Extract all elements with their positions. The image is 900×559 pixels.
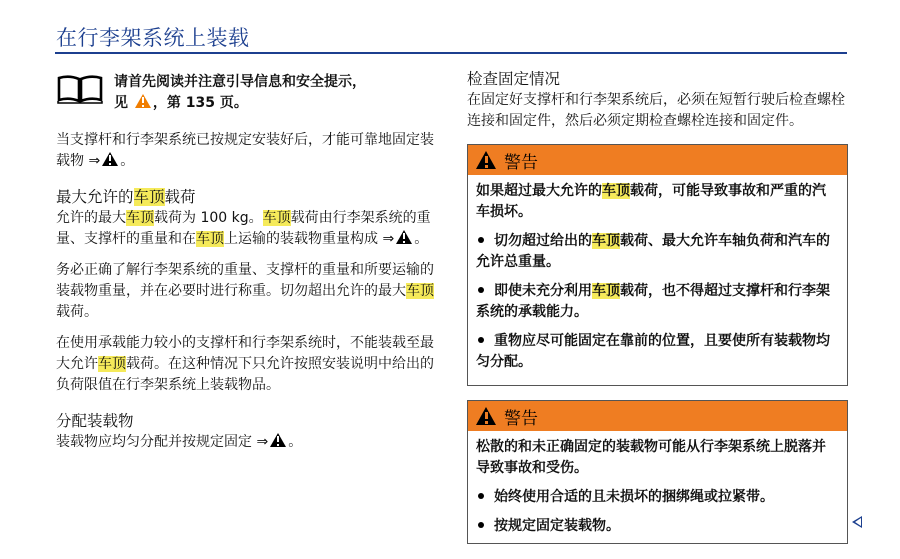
- bullet-icon: [478, 287, 484, 293]
- warning-bullet: 始终使用合适的且未损坏的捆绑绳或拉紧带。: [476, 487, 839, 508]
- bullet-icon: [478, 337, 484, 343]
- left-column: [56, 68, 434, 463]
- previous-page-arrow-icon[interactable]: [852, 516, 862, 528]
- bullet-icon: [478, 493, 484, 499]
- warning-box-overload: [467, 144, 848, 386]
- heading-distribute-load: 分配装载物: [56, 412, 134, 430]
- warning-bullet: 即使未充分利用车顶载荷，也不得超过支撑杆和行李架系统的承载能力。: [476, 283, 830, 320]
- warning-bullet: 按规定固定装载物。: [476, 516, 839, 537]
- paragraph-check-fastening: 在固定好支撑杆和行李架系统后，必须在短暂行驶后检查螺栓连接和固定件，然后必须定期检查螺栓连接和固定件。: [467, 92, 845, 129]
- warning-triangle-icon[interactable]: [135, 94, 151, 108]
- intro-line-2: 见 ，第 135 页。: [114, 95, 248, 111]
- warning-triangle-icon: [476, 151, 496, 169]
- warning-bullet: 重物应尽可能固定在靠前的位置，且要使所有装载物均匀分配。: [476, 333, 830, 370]
- warning-label: 警告: [504, 152, 538, 173]
- paragraph-weigh-load: 务必正确了解行李架系统的重量、支撑杆的重量和所要运输的装载物重量，并在必要时进行称重。切勿超出允许的最大车顶载荷。: [56, 262, 434, 320]
- warning-triangle-icon[interactable]: [270, 433, 286, 447]
- open-book-icon: [56, 74, 104, 104]
- warning-label: 警告: [504, 408, 538, 429]
- warning-header: [468, 401, 847, 431]
- heading-max-roof-load: 最大允许的车顶载荷: [56, 188, 196, 206]
- paragraph-roof-load-limit: 允许的最大车顶载荷为 100 kg。车顶载荷由行李架系统的重量、支撑杆的重量和在车顶上运输的装载物重量构成 ⇒ 。: [56, 210, 431, 247]
- page-title: 在行李架系统上装载: [56, 26, 250, 50]
- warning-triangle-icon[interactable]: [102, 152, 118, 166]
- warning-header: [468, 145, 847, 175]
- warning-bullet: 切勿超过给出的车顶载荷、最大允许车轴负荷和汽车的允许总重量。: [476, 233, 830, 270]
- warning-box-loose-load: [467, 400, 848, 544]
- warning-triangle-icon[interactable]: [396, 230, 412, 244]
- warning-triangle-icon: [476, 407, 496, 425]
- bullet-icon: [478, 522, 484, 528]
- heading-check-fastening: 检查固定情况: [467, 70, 561, 88]
- title-rule: [55, 52, 847, 54]
- warning-text: 松散的和未正确固定的装载物可能从行李架系统上脱落并导致事故和受伤。: [476, 439, 826, 476]
- warning-text: 如果超过最大允许的车顶载荷，可能导致事故和严重的汽车损坏。: [476, 183, 826, 220]
- intro-notice: [56, 72, 434, 114]
- paragraph-distribute-load: 装载物应均匀分配并按规定固定 ⇒ 。: [56, 434, 303, 450]
- paragraph-low-capacity: 在使用承载能力较小的支撑杆和行李架系统时，不能装载至最大允许车顶载荷。在这种情况下只允许按照安装说明中给出的负荷限值在行李架系统上装载物品。: [56, 335, 434, 393]
- intro-line-1: 请首先阅读并注意引导信息和安全提示，: [114, 74, 366, 90]
- right-column: [467, 68, 848, 558]
- paragraph-proper-mounting: 当支撑杆和行李架系统已按规定安装好后，才能可靠地固定装载物 ⇒ 。: [56, 132, 434, 169]
- bullet-icon: [478, 237, 484, 243]
